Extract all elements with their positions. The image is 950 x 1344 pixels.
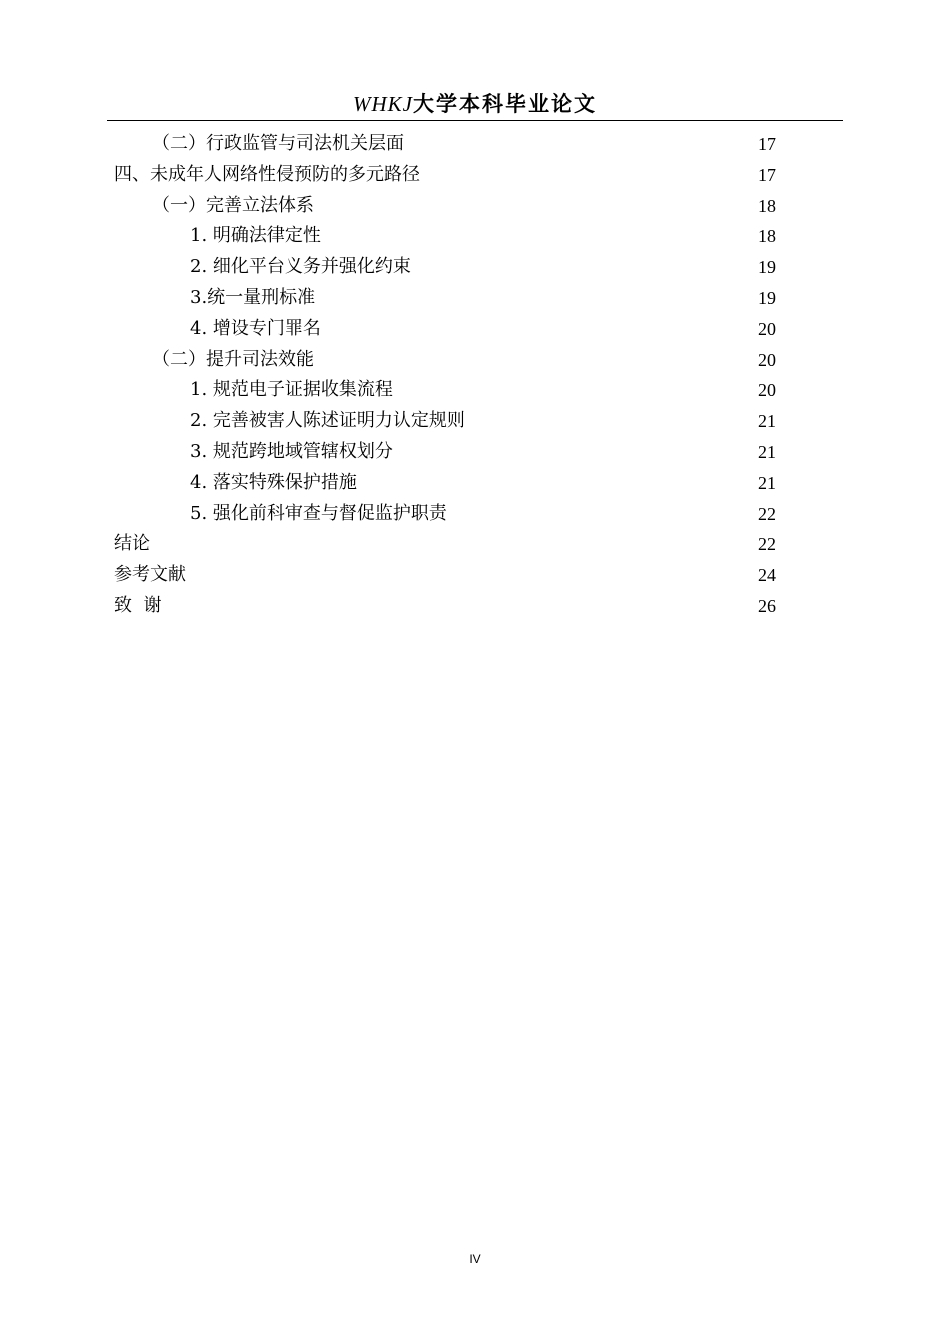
toc-entry[interactable] [0, 591, 950, 622]
toc-entry-label: 2. 细化平台义务并强化约束 [190, 256, 411, 278]
toc-entry-label: 3.统一量刑标准 [190, 286, 316, 308]
toc-entry[interactable] [0, 129, 950, 160]
toc-entry[interactable] [0, 437, 950, 468]
toc-entry-page: 17 [758, 164, 776, 185]
toc-entry-label: 3. 规范跨地域管辖权划分 [190, 440, 393, 462]
header-title: 大学本科毕业论文 [413, 91, 597, 116]
toc-entry-page: 21 [758, 441, 776, 462]
toc-entry-label: 4. 落实特殊保护措施 [190, 471, 357, 493]
toc-entry-label: 1. 明确法律定性 [190, 225, 321, 247]
toc-entry-label: 1. 规范电子证据收集流程 [190, 379, 393, 401]
toc-entry-label: （一）完善立法体系 [152, 194, 314, 216]
toc-entry-page: 21 [758, 411, 776, 432]
toc-entry-page: 17 [758, 134, 776, 154]
toc-entry[interactable] [0, 283, 950, 314]
toc-entry-page: 22 [758, 503, 776, 524]
toc-entry-page: 21 [758, 472, 776, 493]
toc-entry-page: 20 [758, 349, 776, 370]
toc-entry[interactable] [0, 529, 950, 560]
toc-entry[interactable] [0, 345, 950, 376]
toc-entry[interactable] [0, 406, 950, 437]
toc-entry-label: 结论 [114, 533, 150, 555]
toc-entry-page: 19 [758, 287, 776, 308]
toc-entry[interactable] [0, 560, 950, 591]
toc-entry-label: 参考文献 [114, 564, 186, 586]
toc-entry-label: （二）提升司法效能 [152, 348, 314, 370]
toc-entry[interactable] [0, 468, 950, 499]
toc-entry-page: 20 [758, 318, 776, 339]
toc-entry-page: 18 [758, 226, 776, 247]
toc-entry-page: 20 [758, 380, 776, 401]
toc-entry-label: 2. 完善被害人陈述证明力认定规则 [190, 410, 465, 432]
running-header [107, 88, 843, 121]
toc-entry-page: 18 [758, 195, 776, 216]
toc-entry[interactable] [0, 375, 950, 406]
toc-entry-page: 24 [758, 565, 776, 586]
toc-entry-label: 致 谢 [114, 594, 162, 616]
toc-entry-page: 22 [758, 534, 776, 555]
toc-entry-label: （二）行政监管与司法机关层面 [152, 133, 404, 154]
page-number: IV [469, 1252, 481, 1266]
toc-entry-label: 4. 增设专门罪名 [190, 317, 321, 339]
toc-entry-page: 26 [758, 595, 776, 616]
toc-entry[interactable] [0, 221, 950, 252]
toc-entry-label: 四、未成年人网络性侵预防的多元路径 [114, 163, 420, 185]
header-institution-abbrev: WHKJ [353, 92, 413, 116]
toc-entry-page: 19 [758, 257, 776, 278]
toc-entry[interactable] [0, 191, 950, 222]
toc-entry[interactable] [0, 499, 950, 530]
toc-entry[interactable] [0, 252, 950, 283]
toc-entry[interactable] [0, 160, 950, 191]
table-of-contents [0, 129, 950, 622]
toc-entry[interactable] [0, 314, 950, 345]
toc-entry-label: 5. 强化前科审查与督促监护职责 [190, 502, 447, 524]
